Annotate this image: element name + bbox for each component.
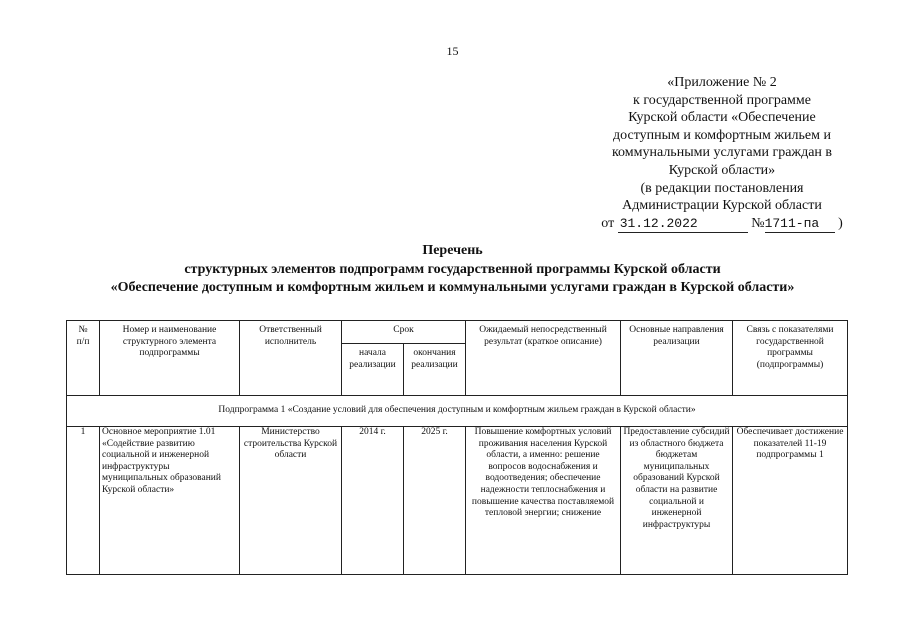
from-label: от [601, 215, 615, 231]
number-label: № [751, 215, 765, 231]
header-executor: Ответственный исполнитель [240, 321, 342, 396]
title-line-1: Перечень [422, 243, 483, 258]
appendix-line: Администрации Курской области [622, 198, 822, 214]
row-result: Повышение комфортных условий проживания населения Курской области, а именно: решение вопросов водоснабжения и водоотведения; обеспечение надежности теплоснабжения и повышение качества поставляемой тепловой энергии; снижение [466, 427, 621, 575]
header-term: Срок [342, 321, 466, 344]
header-directions: Основные направления реализации [621, 321, 733, 396]
header-name: Номер и наименование структурного элемента подпрограммы [100, 321, 240, 396]
document-title [0, 242, 905, 298]
subprogram-row: Подпрограмма 1 «Создание условий для обеспечения доступным и комфортным жильем граждан в Курской области» [67, 396, 848, 427]
appendix-line: «Приложение № 2 [667, 75, 777, 90]
header-term-start: начала реализации [342, 344, 404, 396]
header-num: № п/п [67, 321, 100, 396]
appendix-line: к государственной программе [633, 92, 811, 108]
table-row [67, 427, 848, 575]
title-line-3: «Обеспечение доступным и комфортным жильем и коммунальными услугами граждан в Курской области» [110, 280, 795, 295]
appendix-line: доступным и комфортным жильем и [613, 127, 831, 143]
appendix-line: коммунальными услугами граждан в [611, 145, 833, 161]
appendix-block [596, 74, 848, 233]
appendix-date-line [596, 215, 848, 234]
structural-elements-table [66, 320, 848, 575]
header-link: Связь с показателями государственной программы (подпрограммы) [733, 321, 848, 396]
row-link: Обеспечивает достижение показателей 11-19 подпрограммы 1 [733, 427, 848, 575]
page-number: 15 [446, 44, 459, 58]
decree-date: 31.12.2022 [618, 215, 748, 234]
close-paren: ) [838, 215, 843, 231]
decree-number: 1711-па [765, 215, 835, 234]
row-directions: Предоставление субсидий из областного бюджета бюджетам муниципальных образований Курской области на развитие социальной и инженерной инфраструктуры [621, 427, 733, 575]
header-result: Ожидаемый непосредственный результат (краткое описание) [466, 321, 621, 396]
title-line-2: структурных элементов подпрограмм государственной программы Курской области [184, 261, 721, 277]
row-start: 2014 г. [342, 427, 404, 575]
appendix-line: Курской области «Обеспечение [628, 110, 816, 126]
row-name: Основное мероприятие 1.01 «Содействие развитию социальной и инженерной инфраструктуры муниципальных образований Курской области» [100, 427, 240, 575]
appendix-line: (в редакции постановления [640, 180, 804, 196]
appendix-line: Курской области» [668, 162, 776, 178]
header-term-end: окончания реализации [404, 344, 466, 396]
row-executor: Министерство строительства Курской области [240, 427, 342, 575]
row-num: 1 [67, 427, 100, 575]
row-end: 2025 г. [404, 427, 466, 575]
